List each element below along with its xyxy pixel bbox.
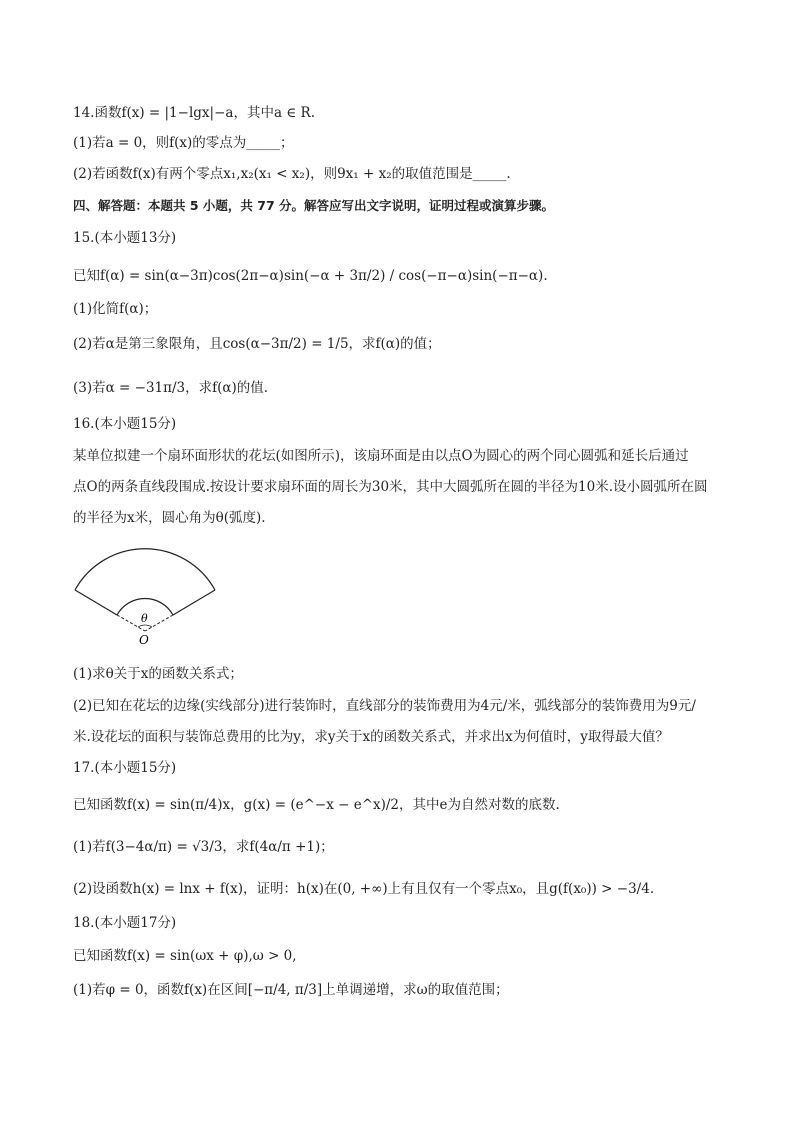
q15-part2: (2)若α是第三象限角，且cos(α−3π/2) = 1/5，求f(α)的值； bbox=[73, 336, 441, 352]
q17-stem: 已知函数f(x) = sin(π/4)x，g(x) = (e^−x − e^x)/2，其中e为自然对数的底数. bbox=[73, 797, 560, 813]
q15-part3: (3)若α = −31π/3，求f(α)的值. bbox=[73, 380, 269, 396]
q14-part2: (2)若函数f(x)有两个零点x₁,x₂(x₁ < x₂)，则9x₁ + x₂的取值范围是_____. bbox=[73, 166, 511, 182]
q15-title: 15.(本小题13分) bbox=[73, 230, 177, 246]
q16-part2-line2: 米.设花坛的面积与装饰总费用的比为y，求y关于x的函数关系式，并求出x为何值时，y取得最大值？ bbox=[73, 729, 669, 745]
sector-ring-figure bbox=[70, 544, 220, 648]
q16-title: 16.(本小题15分) bbox=[73, 416, 177, 432]
angle-label: θ bbox=[141, 612, 148, 625]
q14-part1: (1)若a = 0，则f(x)的零点为_____； bbox=[73, 135, 294, 151]
q16-part2-line1: (2)已知在花坛的边缘(实线部分)进行装饰时，直线部分的装饰费用为4元/米，弧线部分的装饰费用为9元/ bbox=[73, 698, 696, 714]
q16-part1: (1)求θ关于x的函数关系式； bbox=[73, 666, 243, 682]
center-label: O bbox=[139, 633, 149, 647]
q18-part1: (1)若φ = 0，函数f(x)在区间[−π/4, π/3]上单调递增，求ω的取值范围； bbox=[73, 982, 509, 998]
q16-stem-line1: 某单位拟建一个扇环面形状的花坛(如图所示)，该扇环面是由以点O为圆心的两个同心圆弧和延长后通过 bbox=[73, 448, 689, 464]
q17-part1: (1)若f(3−4α/π) = √3/3，求f(4α/π +1)； bbox=[73, 839, 334, 855]
q18-stem: 已知函数f(x) = sin(ωx + φ),ω > 0, bbox=[73, 948, 297, 964]
q16-stem-line3: 的半径为x米，圆心角为θ(弧度). bbox=[73, 510, 266, 526]
q18-title: 18.(本小题17分) bbox=[73, 915, 177, 931]
q15-stem: 已知f(α) = sin(α−3π)cos(2π−α)sin(−α + 3π/2) / cos(−π−α)sin(−π−α). bbox=[73, 268, 548, 284]
q15-part1: (1)化简f(α)； bbox=[73, 301, 158, 317]
q14-stem: 14.函数f(x) = |1−lgx|−a，其中a ∈ R. bbox=[73, 105, 316, 121]
q16-stem-line2: 点O的两条直线段围成.按设计要求扇环面的周长为30米，其中大圆弧所在圆的半径为10米.设小圆弧所在圆 bbox=[73, 479, 708, 495]
q17-title: 17.(本小题15分) bbox=[73, 760, 177, 776]
q17-part2: (2)设函数h(x) = lnx + f(x)，证明：h(x)在(0, +∞)上有且仅有一个零点x₀，且g(f(x₀)) > −3/4. bbox=[73, 881, 655, 897]
section-heading: 四、解答题：本题共 5 小题，共 77 分。解答应写出文字说明，证明过程或演算步骤。 bbox=[73, 198, 555, 213]
